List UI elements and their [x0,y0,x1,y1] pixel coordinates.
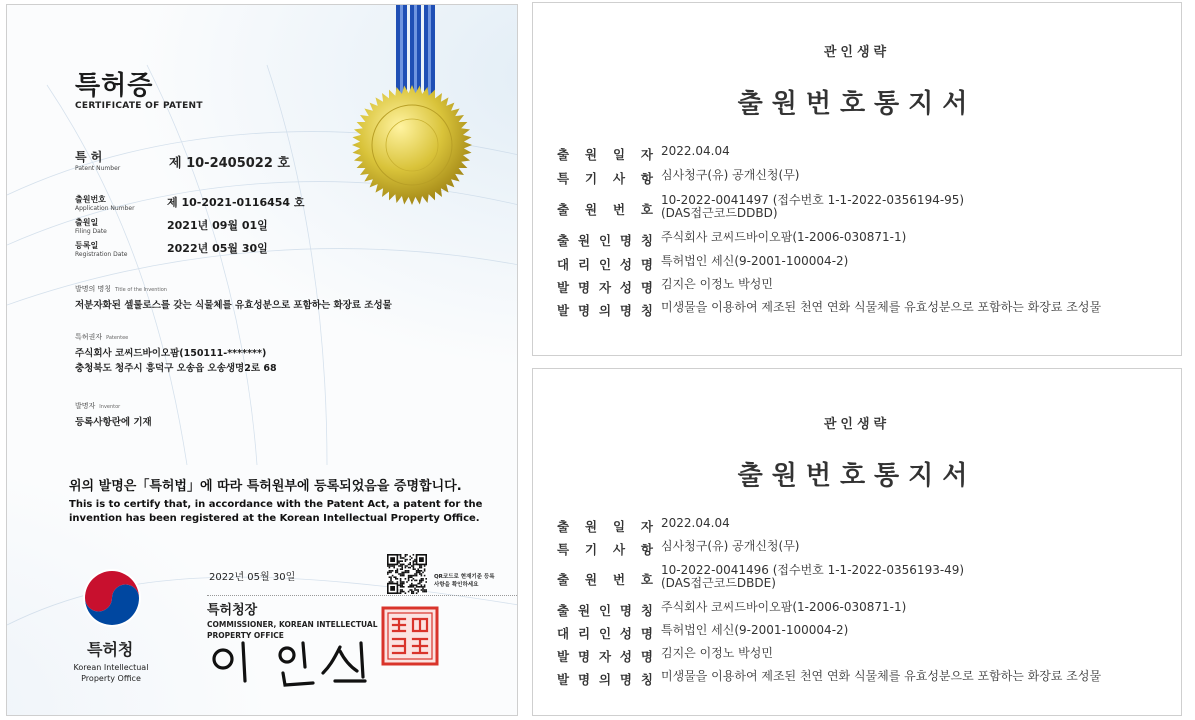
notice-title: 출원번호통지서 [737,89,977,119]
certification-statement-ko: 위의 발명은「특허법」에 따라 특허원부에 등록되었음을 증명합니다. [69,479,462,494]
application-number-label-en: Application Number [75,205,135,212]
notice-row-filing-date [557,145,730,163]
row-key: 출 원 인 명 칭 [557,603,653,618]
inventor-label: 발명자 Inventor [75,402,121,410]
application-number-value: 제 10-2021-0116454 호 [167,196,305,209]
row-key: 출 원 번 호 [557,572,653,587]
row-key: 출 원 번 호 [557,202,653,217]
filing-date-label-en: Filing Date [75,228,107,235]
issue-date: 2022년 05월 30일 [209,572,296,583]
row-value: 2022.04.04 [661,516,730,530]
qr-code-icon [387,554,427,594]
filing-date-label: 출원일 [75,218,99,227]
patent-number-value: 제 10-2405022 호 [169,156,290,171]
row-value: 심사청구(유) 공개신청(무) [661,168,800,182]
notice-row-agent [557,624,848,642]
application-number-notice-1 [532,2,1182,356]
patent-number-label: 특 허 [75,150,103,164]
inventor-value: 등록사항란에 기재 [75,417,152,428]
row-value: 김지은 이정노 박성민 [661,646,773,660]
notice-row-inventors [557,647,773,665]
qr-note: QR코드로 현재기준 등록사항을 확인하세요 [434,574,495,588]
row-value: 특허법인 세신(9-2001-100004-2) [661,623,849,637]
notice-row-invention-title [557,670,1101,688]
divider [207,595,518,596]
filing-date-value: 2021년 09월 01일 [167,219,268,232]
certificate-title: 특허증 [75,71,154,101]
seal-omitted-label: 관인생략 [823,45,891,60]
office-name-ko: 특허청 [87,640,134,659]
notice-row-inventors [557,278,773,296]
row-value: 특허법인 세신(9-2001-100004-2) [661,254,849,268]
notice-row-invention-title [557,301,1101,319]
invention-title-label: 발명의 명칭 Title of the Invention [75,285,167,293]
row-key: 발 명 의 명 칭 [557,303,653,318]
commissioner-title-en: COMMISSIONER, KOREAN INTELLECTUAL PROPERTY OFFICE [207,620,378,640]
notice-row-remarks [557,169,799,187]
kipo-taegeuk-logo-icon [81,567,143,629]
application-number-label: 출원번호 [75,195,106,204]
seal-omitted-label: 관인생략 [823,417,891,432]
notice-row-filing-date [557,517,730,535]
row-key: 발 명 자 성 명 [557,280,653,295]
row-value: 2022.04.04 [661,144,730,158]
patent-certificate [6,4,518,716]
row-key: 출 원 일 자 [557,519,653,534]
row-key: 발 명 의 명 칭 [557,672,653,687]
row-key: 출 원 일 자 [557,147,653,162]
invention-title-value: 저분자화된 셀룰로스를 갖는 식물체를 유효성분으로 포함하는 화장료 조성물 [75,300,392,311]
patentee-label: 특허권자 Patentee [75,333,129,341]
certificate-title-en: CERTIFICATE OF PATENT [75,101,203,111]
application-number-notice-2 [532,368,1182,716]
gold-seal-icon [350,83,474,207]
notice-row-remarks [557,540,799,558]
row-key: 발 명 자 성 명 [557,649,653,664]
row-value: 10-2022-0041497 (접수번호 1-1-2022-0356194-95) (DAS접근코드DDBD) [661,193,965,220]
office-name-en: Korean Intellectual Property Office [73,663,149,683]
official-red-stamp-icon [380,605,440,667]
row-key: 대 리 인 성 명 [557,626,653,641]
row-value: 미생물을 이용하여 제조된 천연 연화 식물체를 유효성분으로 포함하는 화장료 조성물 [661,669,1102,683]
row-value: 주식회사 코씨드바이오팜(1-2006-030871-1) [661,230,907,244]
row-value: 주식회사 코씨드바이오팜(1-2006-030871-1) [661,600,907,614]
row-key: 대 리 인 성 명 [557,257,653,272]
registration-date-label-en: Registration Date [75,251,128,258]
notice-row-applicant [557,601,906,619]
commissioner-signature [205,637,375,689]
row-value: 미생물을 이용하여 제조된 천연 연화 식물체를 유효성분으로 포함하는 화장료 조성물 [661,300,1102,314]
patent-number-label-en: Patent Number [75,165,121,172]
patentee-address: 충청북도 청주시 흥덕구 오송읍 오송생명2로 68 [75,363,277,374]
row-key: 출 원 인 명 칭 [557,233,653,248]
row-value: 심사청구(유) 공개신청(무) [661,539,800,553]
notice-row-agent [557,255,848,273]
patentee-name: 주식회사 코씨드바이오팜(150111-*******) [75,348,267,359]
row-value: 10-2022-0041496 (접수번호 1-1-2022-0356193-49) (DAS접근코드DBDE) [661,563,965,590]
row-key: 특 기 사 항 [557,171,653,186]
notice-row-application-number [557,194,964,220]
registration-date-label: 등록일 [75,241,99,250]
certification-statement-en: This is to certify that, in accordance with the Patent Act, a patent for the invention has been registered at the Korean Intellectual Property Office. [69,499,483,524]
registration-date-value: 2022년 05월 30일 [167,242,268,255]
commissioner-title-ko: 특허청장 [207,603,258,618]
notice-row-application-number [557,564,964,590]
row-value: 김지은 이정노 박성민 [661,277,773,291]
row-key: 특 기 사 항 [557,542,653,557]
notice-row-applicant [557,231,906,249]
notice-title: 출원번호통지서 [737,461,977,491]
